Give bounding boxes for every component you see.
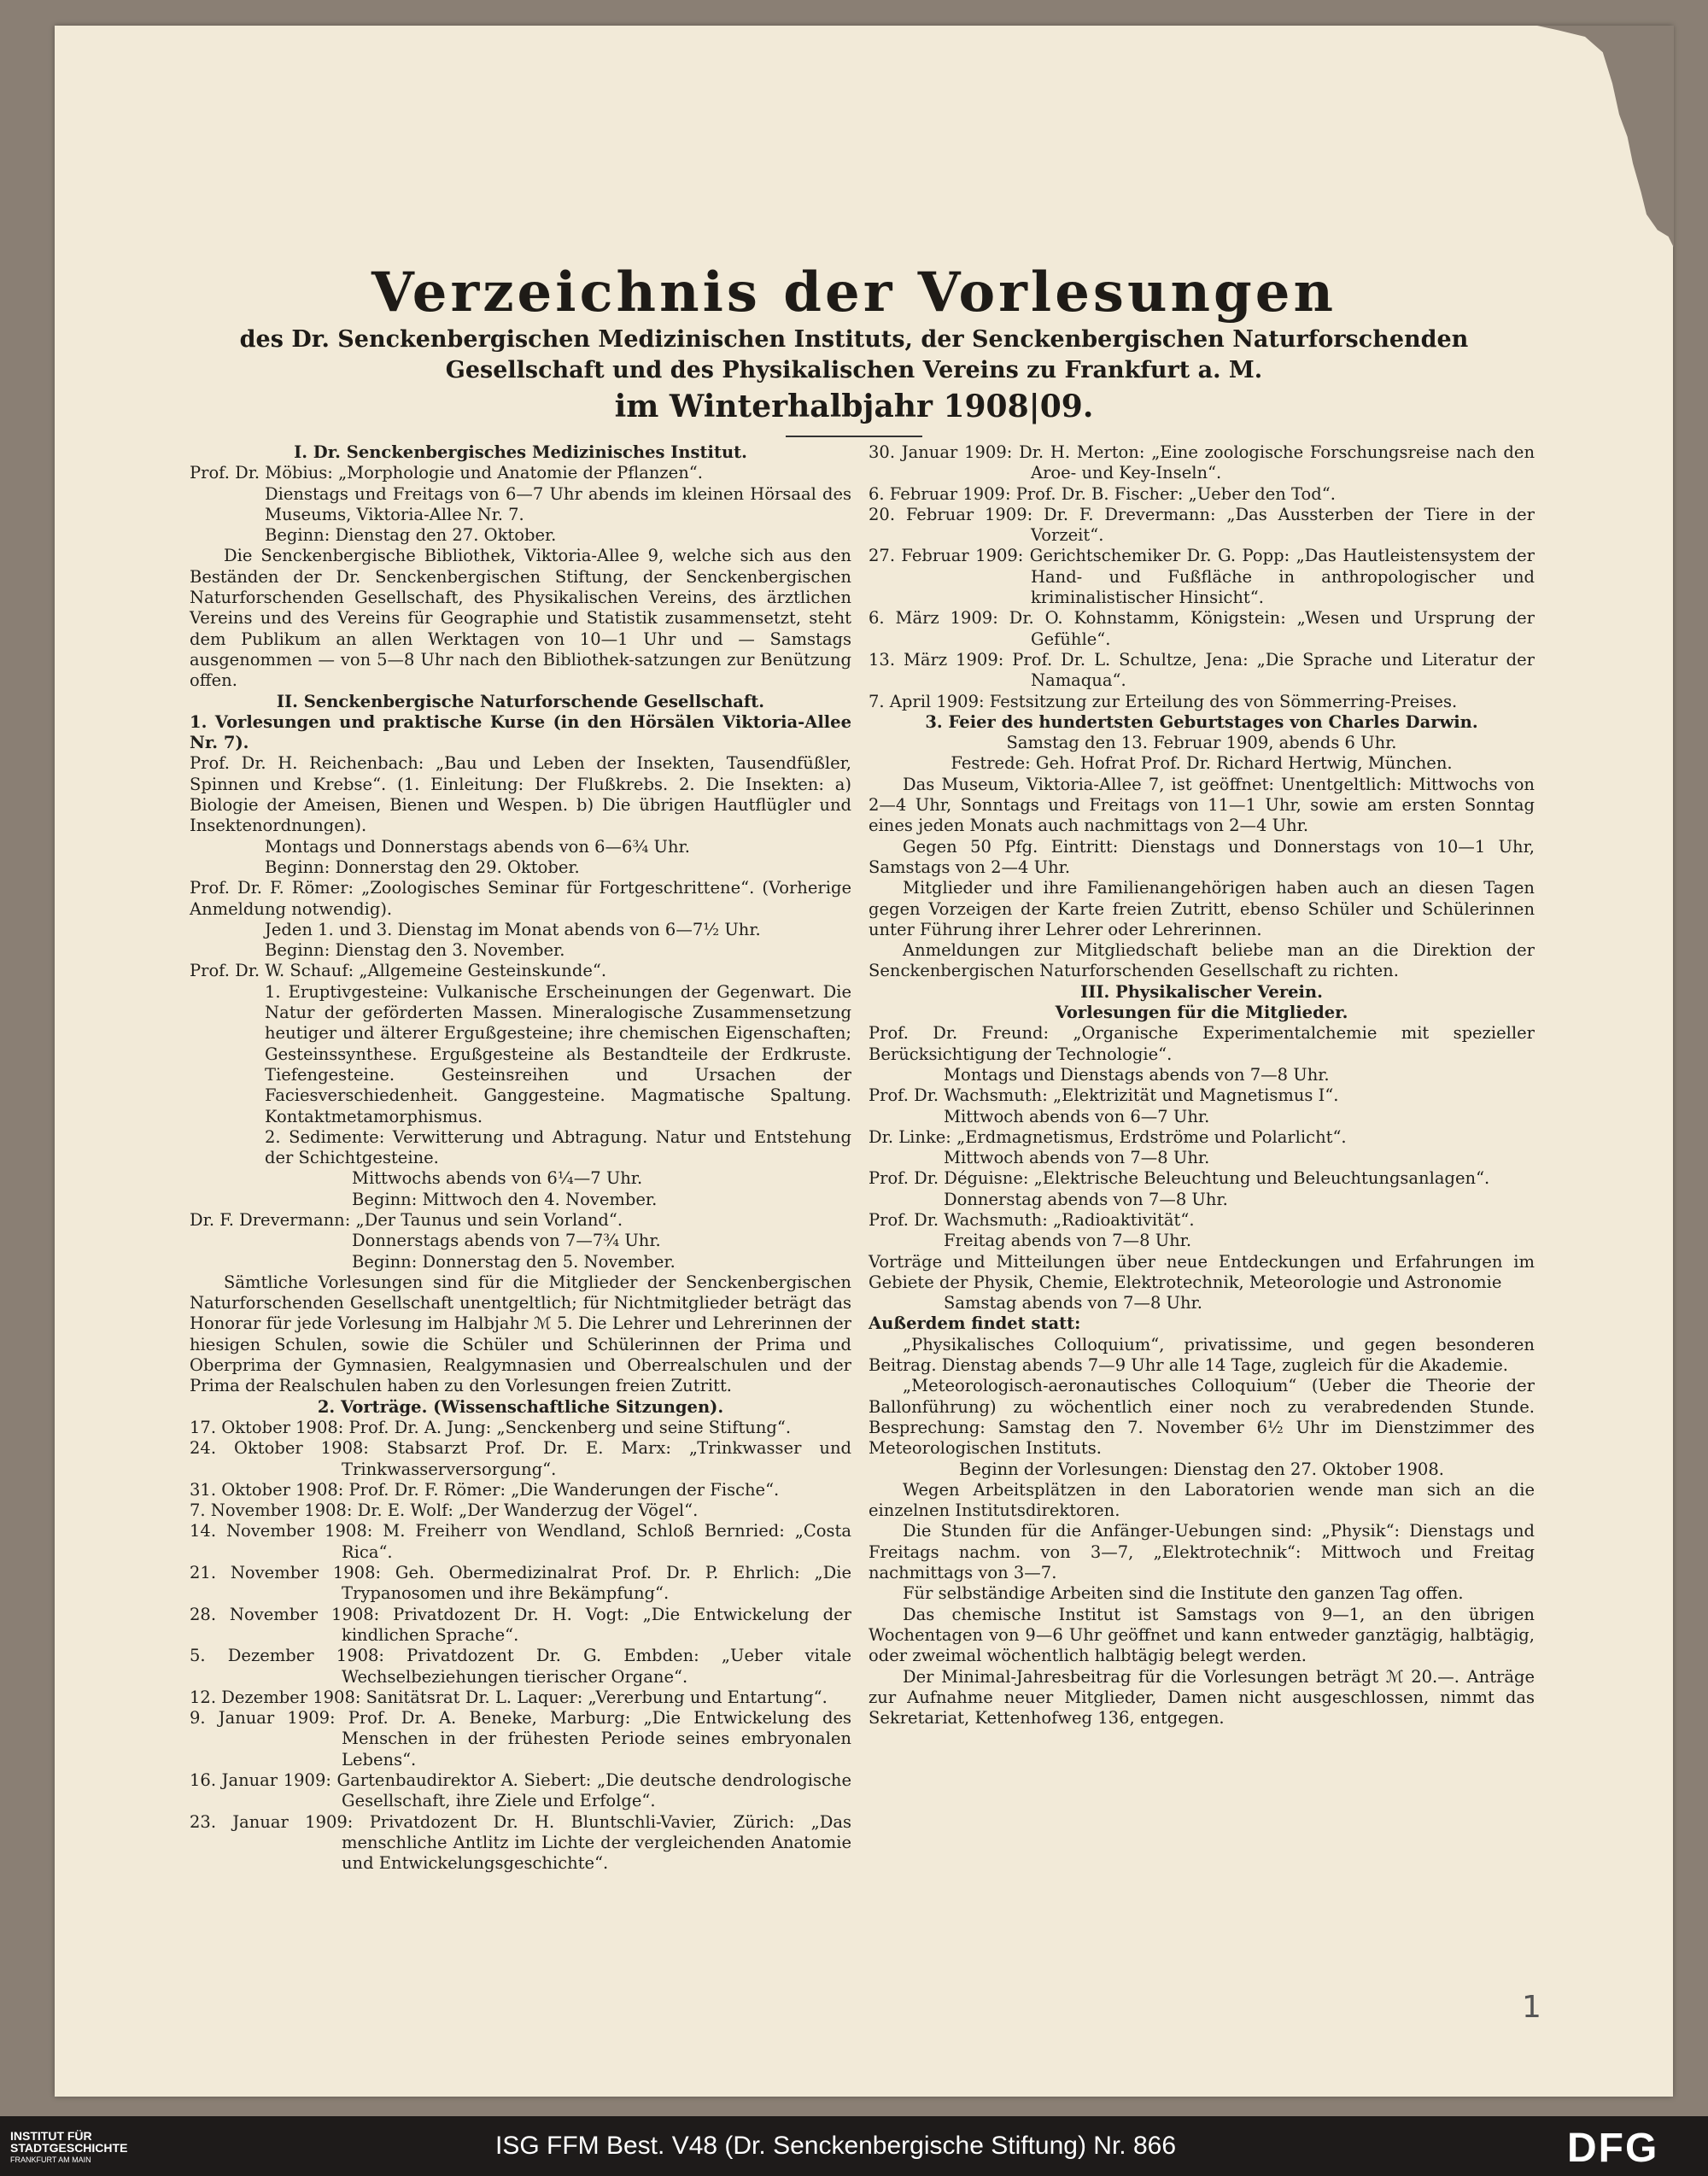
lecture-topic: 2. Sedimente: Verwitterung und Abtragung. Natur und Entstehung der Schichtgesteine.	[265, 1126, 851, 1168]
lecture-entry: Dr. F. Drevermann: „Der Taunus und sein Vorland“.	[190, 1209, 623, 1230]
talk-entry: 27. Februar 1909: Gerichtschemiker Dr. G. Popp: „Das Hautleistensystem der Hand- und Fußfläche in anthropologischer und kriminalistischer Hinsicht“.	[869, 546, 1535, 608]
talk-entry: 7. April 1909: Festsitzung zur Erteilung des von Sömmerring-Preises.	[869, 691, 1458, 711]
talk-entry: 17. Oktober 1908: Prof. Dr. A. Jung: „Senckenberg und seine Stiftung“.	[190, 1417, 792, 1437]
lecture-entry: Prof. Dr. H. Reichenbach: „Bau und Leben der Insekten, Tausendfüßler, Spinnen und Krebse“. (1. Einleitung: Der Flußkrebs. 2. Die Insekten: a) Biologie der Ameisen, Bienen und Wespen. b) Die übrigen Hautflügler und Insektenordnungen).	[190, 753, 851, 836]
talk-entry: 24. Oktober 1908: Stabsarzt Prof. Dr. E. Marx: „Trinkwasser und Trinkwasserversorgung“.	[190, 1438, 851, 1479]
start-notice: Beginn der Vorlesungen: Dienstag den 27. Oktober 1908.	[959, 1459, 1444, 1479]
talk-entry: 12. Dezember 1908: Sanitätsrat Dr. L. Laquer: „Vererbung und Entartung“.	[190, 1687, 828, 1707]
talk-entry: 31. Oktober 1908: Prof. Dr. F. Römer: „Die Wanderungen der Fische“.	[190, 1479, 780, 1500]
lecture-schedule: Mittwoch abends von 6—7 Uhr.	[944, 1106, 1210, 1126]
section-heading: II. Senckenbergische Naturforschende Gesellschaft.	[276, 691, 765, 711]
lecture-entry: Vorträge und Mitteilungen über neue Entdeckungen und Erfahrungen im Gebiete der Physik, Chemie, Elektrotechnik, Meteorologie und Astronomie	[869, 1251, 1535, 1292]
museum-fees: Gegen 50 Pfg. Eintritt: Dienstags und Donnerstags von 10—1 Uhr, Samstags von 2—4 Uhr.	[869, 836, 1535, 877]
lecture-topic: 1. Eruptivgesteine: Vulkanische Erscheinungen der Gegenwart. Die Natur der geförderten Massen. Mineralogische Zusammensetzung heutiger und älterer Ergußgesteine; ihre chemischen Eigenschaften; Gesteinssynthese. Ergußgesteine als Bestandteile der Erdkruste. Tiefengesteine. Gesteinsreihen und Ursachen der Faciesverschiedenheit. Ganggesteine. Magmatische Spaltung. Kontaktmetamorphismus.	[265, 981, 851, 1126]
logo-line: FRANKFURT AM MAIN	[10, 2156, 91, 2164]
lecture-entry: Prof. Dr. Wachsmuth: „Elektrizität und Magnetismus I“.	[869, 1085, 1339, 1106]
talk-entry: 16. Januar 1909: Gartenbaudirektor A. Siebert: „Die deutsche dendrologische Gesellschaft, ihre Ziele und Erfolge“.	[190, 1770, 851, 1811]
colloquium-entry: „Meteorologisch-aeronautisches Colloquium“ (Ueber die Theorie der Ballonführung) zu wöchentlich einer noch zu verabredenden Stunde. Besprechung: Samstag den 7. November 6½ Uhr im Dienstzimmer des Meteorologischen Instituts.	[869, 1376, 1535, 1459]
talk-entry: 9. Januar 1909: Prof. Dr. A. Beneke, Marburg: „Die Entwickelung des Menschen in der frühesten Periode seines embryonalen Lebens“.	[190, 1708, 851, 1769]
library-notice: Die Senckenbergische Bibliothek, Viktoria-Allee 9, welche sich aus den Beständen der Dr. Senckenbergischen Stiftung, der Senckenbergischen Naturforschenden Gesellschaft, des Physikalischen Vereins, des ärztlichen Vereins und des Vereins für Geographie und Statistik zusammensetzt, steht dem Publikum an allen Werktagen von 10—1 Uhr und — Samstags ausgenommen — von 5—8 Uhr nach den Bibliothek-satzungen zur Benützung offen.	[190, 546, 851, 691]
subsection-heading: 2. Vorträge. (Wissenschaftliche Sitzungen).	[317, 1396, 724, 1417]
document-subtitle: des Dr. Senckenbergischen Medizinischen Instituts, der Senckenbergischen Naturforschenden Gesellschaft und des Physikalischen Vereins zu Frankfurt a. M.	[239, 326, 1469, 383]
lecture-schedule: Mittwoch abends von 7—8 Uhr.	[944, 1148, 1210, 1168]
title-rule	[786, 436, 922, 437]
right-column	[869, 442, 1535, 1729]
lecture-entry: Dr. Linke: „Erdmagnetismus, Erdströme und Polarlicht“.	[869, 1126, 1347, 1147]
document-title: Verzeichnis der Vorlesungen	[371, 260, 1337, 325]
section-heading: I. Dr. Senckenbergisches Medizinisches Institut.	[294, 442, 747, 462]
lecture-start: Beginn: Dienstag den 3. November.	[265, 940, 565, 961]
archive-caption: ISG FFM Best. V48 (Dr. Senckenbergische Stiftung) Nr. 866	[495, 2132, 1177, 2160]
lab-notice: Wegen Arbeitsplätzen in den Laboratorien wende man sich an die einzelnen Institutsdirektoren.	[869, 1479, 1535, 1521]
lecture-schedule: Samstag abends von 7—8 Uhr.	[944, 1293, 1202, 1313]
page-number: 1	[1522, 1990, 1541, 2025]
lecture-schedule: Jeden 1. und 3. Dienstag im Monat abends von 6—7½ Uhr.	[265, 919, 761, 939]
document-term: im Winterhalbjahr 1908|09.	[614, 389, 1094, 424]
talk-entry: 6. Februar 1909: Prof. Dr. B. Fischer: „Ueber den Tod“.	[869, 483, 1336, 504]
lecture-start: Beginn: Mittwoch den 4. November.	[352, 1189, 658, 1209]
subsection-heading: Vorlesungen für die Mitglieder.	[1055, 1003, 1348, 1023]
lecture-start: Beginn: Donnerstag den 29. Oktober.	[265, 857, 580, 877]
talk-entry: 13. März 1909: Prof. Dr. L. Schultze, Jena: „Die Sprache und Literatur der Namaqua“.	[869, 649, 1535, 691]
talk-entry: 21. November 1908: Geh. Obermedizinalrat Prof. Dr. P. Ehrlich: „Die Trypanosomen und ihre Bekämpfung“.	[190, 1563, 851, 1604]
subsection-heading: 1. Vorlesungen und praktische Kurse (in den Hörsälen Viktoria-Allee Nr. 7).	[190, 711, 851, 753]
fee-notice: Sämtliche Vorlesungen sind für die Mitglieder der Senckenbergischen Naturforschenden Gesellschaft unentgeltlich; für Nichtmitglieder beträgt das Honorar für jede Vorlesung im Halbjahr ℳ 5. Die Lehrer und Lehrerinnen der hiesigen Schulen, sowie die Schüler und Schülerinnen der Prima und Oberprima der Gymnasien, Realgymnasien und Oberrealschulen und der Prima der Realschulen haben zu den Vorlesungen freien Zutritt.	[190, 1272, 851, 1396]
lecture-schedule: Mittwochs abends von 6¼—7 Uhr.	[352, 1168, 643, 1189]
lecture-schedule: Freitag abends von 7—8 Uhr.	[944, 1231, 1192, 1251]
talk-entry: 28. November 1908: Privatdozent Dr. H. Vogt: „Die Entwickelung der kindlichen Sprache“.	[190, 1604, 851, 1645]
logo-line: STADTGESCHICHTE	[10, 2141, 128, 2155]
institute-hours: Für selbständige Arbeiten sind die Institute den ganzen Tag offen.	[903, 1583, 1464, 1604]
lecture-schedule: Montags und Donnerstags abends von 6—6¾ Uhr.	[265, 836, 690, 857]
member-notice: Mitglieder und ihre Familienangehörigen haben auch an diesen Tagen gegen Vorzeigen der Karte freien Zutritt, ebenso Schüler und Schülerinnen unter Führung ihrer Lehrer oder Lehrerinnen.	[869, 878, 1535, 939]
lecture-schedule: Donnerstags abends von 7—7¾ Uhr.	[352, 1231, 661, 1251]
event-speaker: Festrede: Geh. Hofrat Prof. Dr. Richard Hertwig, München.	[951, 753, 1453, 774]
exercise-hours: Die Stunden für die Anfänger-Uebungen sind: „Physik“: Dienstags und Freitags nachm. von 3—7, „Elektrotechnik“: Mittwoch und Freitag nachmittags von 3—7.	[869, 1521, 1535, 1583]
talk-entry: 6. März 1909: Dr. O. Kohnstamm, Königstein: „Wesen und Ursprung der Gefühle“.	[869, 608, 1535, 649]
talk-entry: 23. Januar 1909: Privatdozent Dr. H. Bluntschli-Vavier, Zürich: „Das menschliche Antlitz im Lichte der vergleichenden Anatomie und Entwickelungsgeschichte“.	[190, 1811, 851, 1874]
membership-notice: Anmeldungen zur Mitgliedschaft beliebe man an die Direktion der Senckenbergischen Naturforschenden Gesellschaft zu richten.	[869, 940, 1535, 981]
lecture-entry: Prof. Dr. F. Römer: „Zoologisches Seminar für Fortgeschrittene“. (Vorherige Anmeldung notwendig).	[190, 878, 851, 919]
lecture-schedule: Donnerstag abends von 7—8 Uhr.	[944, 1189, 1228, 1209]
extra-heading: Außerdem findet statt:	[869, 1313, 1081, 1334]
lecture-entry: Prof. Dr. Freund: „Organische Experimentalchemie mit spezieller Berücksichtigung der Technologie“.	[869, 1023, 1535, 1064]
talk-entry: 7. November 1908: Dr. E. Wolf: „Der Wanderzug der Vögel“.	[190, 1500, 699, 1521]
dfg-logo: DFG	[1567, 2126, 1659, 2171]
lecture-start: Beginn: Donnerstag den 5. November.	[352, 1251, 676, 1272]
isg-logo	[10, 2130, 181, 2166]
museum-hours: Das Museum, Viktoria-Allee 7, ist geöffnet: Unentgeltlich: Mittwochs von 2—4 Uhr, Sonntags und Freitags von 11—1 Uhr, sowie am ersten Sonntag eines jeden Monats auch nachmittags von 2—4 Uhr.	[869, 774, 1535, 836]
event-date: Samstag den 13. Februar 1909, abends 6 Uhr.	[1006, 733, 1397, 753]
lecture-schedule: Dienstags und Freitags von 6—7 Uhr abends im kleinen Hörsaal des Museums, Viktoria-Allee Nr. 7.	[265, 483, 851, 524]
section-heading: III. Physikalischer Verein.	[1080, 981, 1323, 1002]
logo-line: INSTITUT FÜR	[10, 2129, 92, 2143]
lecture-start: Beginn: Dienstag den 27. Oktober.	[265, 525, 557, 546]
lecture-entry: Prof. Dr. Wachsmuth: „Radioaktivität“.	[869, 1209, 1195, 1230]
lecture-entry: Prof. Dr. Möbius: „Morphologie und Anatomie der Pflanzen“.	[190, 463, 703, 483]
archive-footer	[0, 2116, 1708, 2176]
colloquium-entry: „Physikalisches Colloquium“, privatissime, und gegen besonderen Beitrag. Dienstag abends 7—9 Uhr alle 14 Tage, zugleich für die Akademie.	[869, 1334, 1535, 1376]
talk-entry: 5. Dezember 1908: Privatdozent Dr. G. Embden: „Ueber vitale Wechselbeziehungen tierischer Organe“.	[190, 1646, 851, 1687]
lecture-entry: Prof. Dr. Déguisne: „Elektrische Beleuchtung und Beleuchtungsanlagen“.	[869, 1168, 1490, 1189]
lecture-entry: Prof. Dr. W. Schauf: „Allgemeine Gesteinskunde“.	[190, 961, 607, 981]
talk-entry: 30. Januar 1909: Dr. H. Merton: „Eine zoologische Forschungsreise nach den Aroe- und Key-Inseln“.	[869, 442, 1535, 483]
chemistry-notice: Das chemische Institut ist Samstags von 9—1, an den übrigen Wochentagen von 9—6 Uhr geöffnet und kann entweder ganztägig, halbtägig, oder zweimal wöchentlich halbtägig belegt werden.	[869, 1604, 1535, 1666]
left-column	[190, 442, 851, 1874]
talk-entry: 20. Februar 1909: Dr. F. Drevermann: „Das Aussterben der Tiere in der Vorzeit“.	[869, 504, 1535, 546]
talk-entry: 14. November 1908: M. Freiherr von Wendland, Schloß Bernried: „Costa Rica“.	[190, 1521, 851, 1562]
lecture-schedule: Montags und Dienstags abends von 7—8 Uhr.	[944, 1064, 1330, 1085]
subsection-heading: 3. Feier des hundertsten Geburtstages von Charles Darwin.	[925, 711, 1478, 732]
fee-notice: Der Minimal-Jahresbeitrag für die Vorlesungen beträgt ℳ 20.—. Anträge zur Aufnahme neuer Mitglieder, Damen nicht ausgeschlossen, nimmt das Sekretariat, Kettenhofweg 136, entgegen.	[869, 1666, 1535, 1729]
